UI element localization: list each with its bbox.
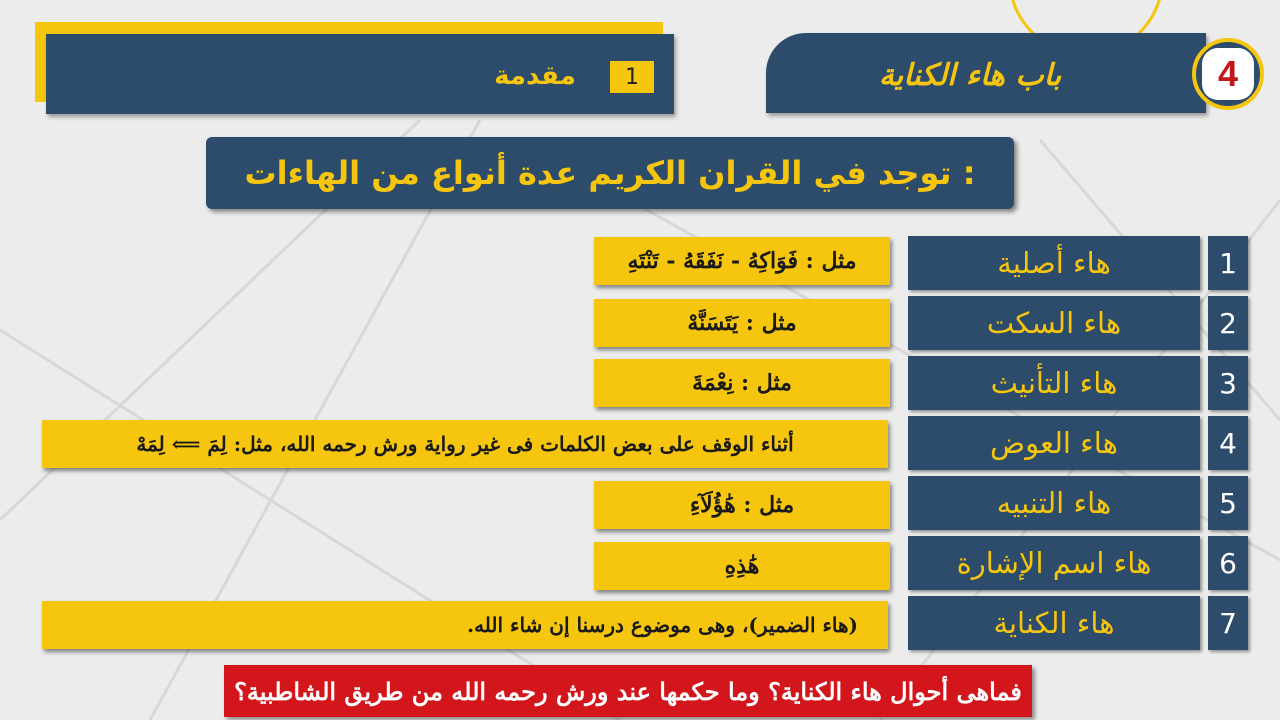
intro-heading: توجد في القران الكريم عدة أنواع من الهاءات :: [206, 137, 1014, 209]
chapter-number: 4: [1202, 48, 1254, 100]
type-example: مثل : هَٰؤُلَآءِ: [594, 481, 890, 529]
type-example: مثل : نِعْمَةَ: [594, 359, 890, 407]
type-number: 4: [1208, 416, 1248, 470]
type-name: هاء التأنيث: [908, 356, 1200, 410]
type-example: مثل : فَوَاكِهُ - نَفَقَهُ - تَنْتَهِ: [594, 237, 890, 285]
type-name: هاء السكت: [908, 296, 1200, 350]
type-name: هاء أصلية: [908, 236, 1200, 290]
type-number: 5: [1208, 476, 1248, 530]
type-example: (هاء الضمير)، وهى موضوع درسنا إن شاء الله.: [42, 601, 888, 649]
type-number: 1: [1208, 236, 1248, 290]
type-number: 2: [1208, 296, 1248, 350]
type-number: 3: [1208, 356, 1248, 410]
section-number: 1: [610, 61, 654, 93]
chapter-title: باب هاء الكناية: [878, 57, 1062, 93]
type-name: هاء التنبيه: [908, 476, 1200, 530]
type-name: هاء العوض: [908, 416, 1200, 470]
type-number: 7: [1208, 596, 1248, 650]
type-name: هاء الكناية: [908, 596, 1200, 650]
section-label: مقدمة: [494, 61, 576, 91]
type-number: 6: [1208, 536, 1248, 590]
type-example: مثل : يَتَسَنَّهْ: [594, 299, 890, 347]
type-name: هاء اسم الإشارة: [908, 536, 1200, 590]
type-example: أثناء الوقف على بعض الكلمات فى غير رواية ورش رحمه الله، مثل: لِمَ ⟸ لِمَهْ: [42, 420, 888, 468]
type-example: هَٰذِهِ: [594, 542, 890, 590]
closing-question: فماهى أحوال هاء الكناية؟ وما حكمها عند ورش رحمه الله من طريق الشاطبية؟: [224, 665, 1032, 717]
